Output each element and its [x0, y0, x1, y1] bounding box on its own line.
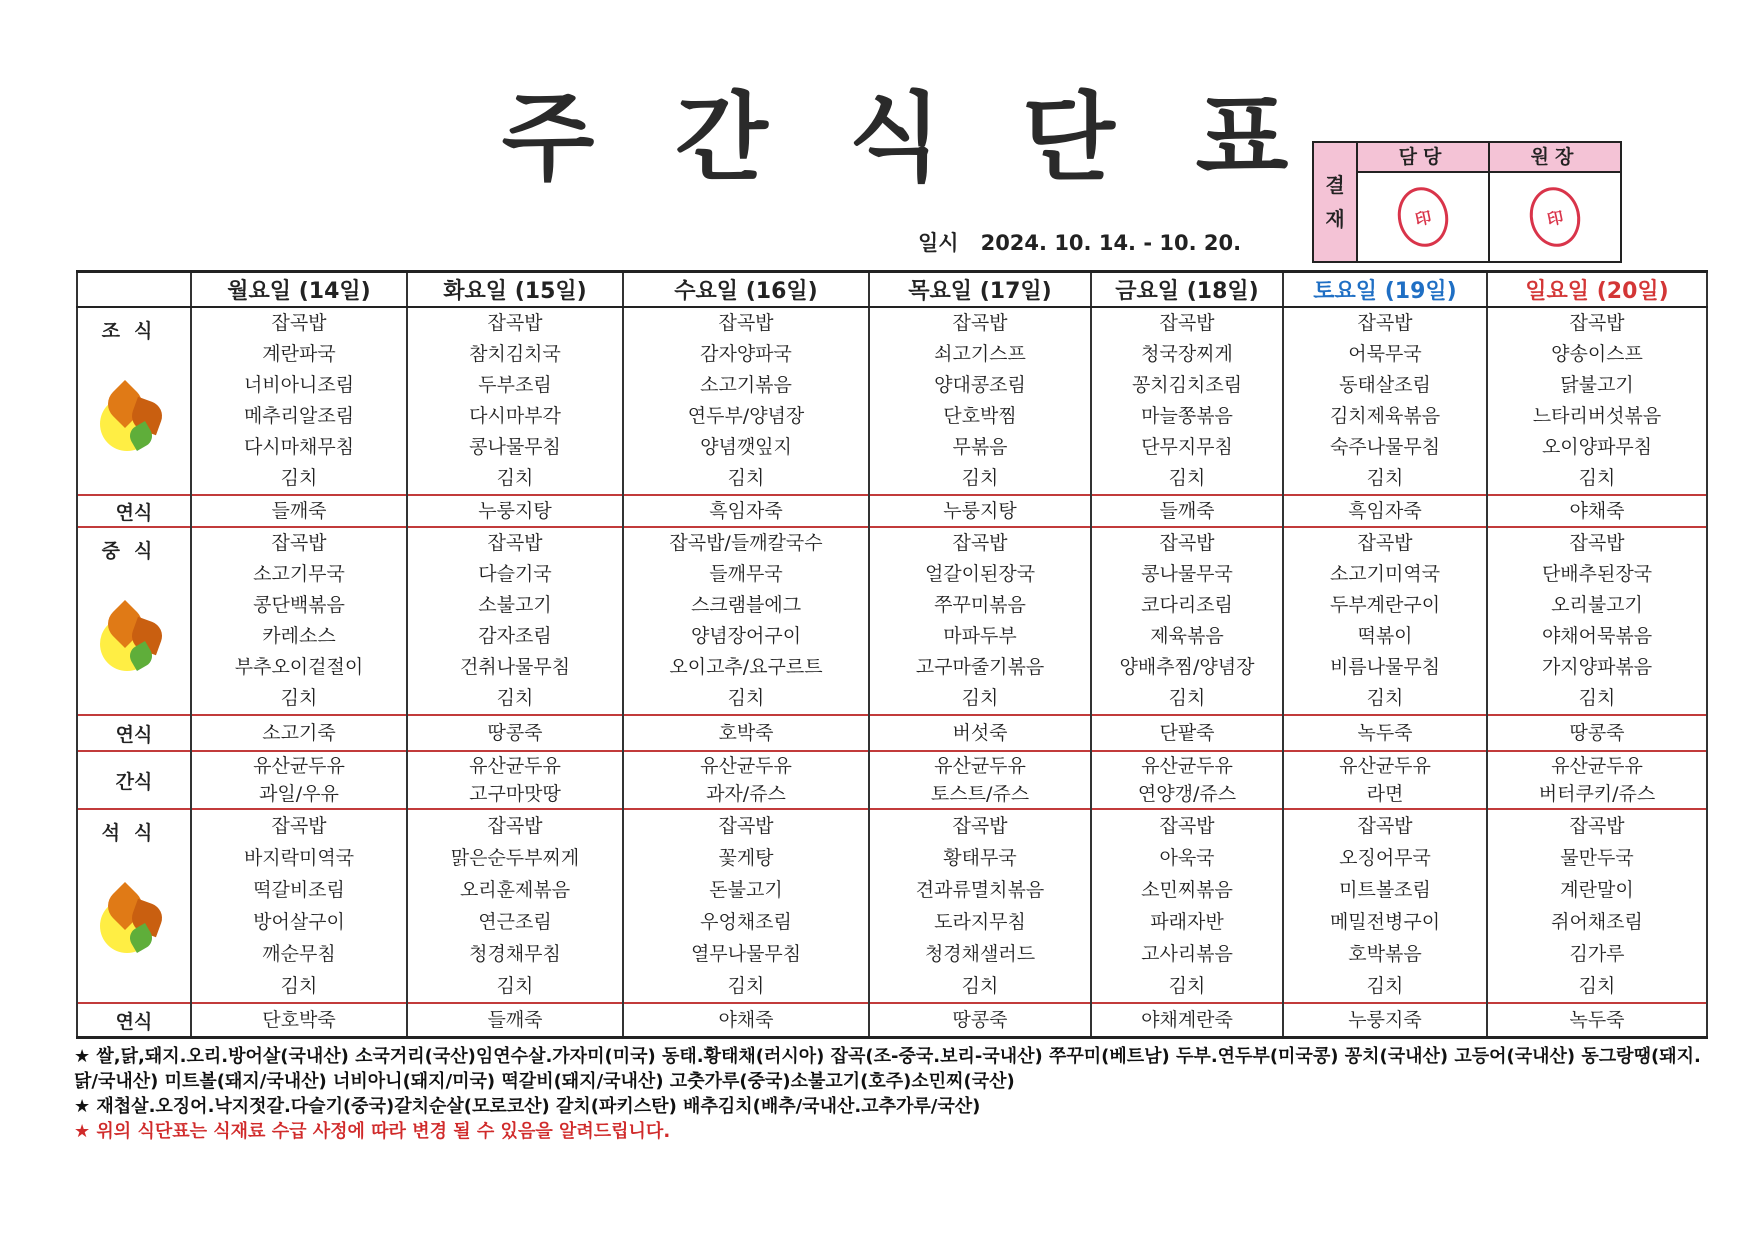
menu-item: 열무나물무침	[690, 943, 802, 965]
menu-item: 라면	[1366, 783, 1404, 805]
menu-item: 야채어묵볶음	[1541, 625, 1653, 647]
menu-item: 김치	[961, 467, 999, 489]
menu-item: 쥐어채조림	[1551, 911, 1643, 933]
date-label: 일시	[918, 231, 959, 255]
menu-cell	[1283, 1003, 1487, 1038]
stamp-icon: 印	[1524, 182, 1585, 251]
menu-item: 꽃게탕	[718, 847, 774, 869]
menu-item: 두부조림	[478, 374, 552, 396]
menu-cell	[191, 527, 407, 715]
menu-cell	[1091, 1003, 1283, 1038]
menu-item: 꽁치김치조림	[1131, 374, 1243, 396]
date-range: 2024. 10. 14. - 10. 20.	[980, 231, 1242, 255]
menu-item: 김치	[1578, 687, 1616, 709]
menu-item: 두부계란구이	[1329, 594, 1441, 616]
menu-item: 소고기볶음	[700, 374, 792, 396]
meal-row-dinner	[77, 809, 1707, 1003]
menu-item: 김치	[1168, 687, 1206, 709]
approval-col-director	[1490, 143, 1620, 261]
meal-label-text: 중식	[101, 540, 167, 562]
approval-label-char: 결	[1325, 173, 1345, 197]
approval-label-char: 재	[1325, 207, 1345, 231]
menu-cell	[1091, 715, 1283, 751]
meal-label-text: 연식	[115, 723, 153, 746]
menu-item: 유산균두유	[934, 755, 1026, 777]
meal-label-text: 석식	[101, 822, 167, 844]
approval-sign-manager	[1358, 173, 1488, 261]
meal-label	[77, 809, 191, 1003]
day-header: 일요일 (20일)	[1487, 272, 1707, 308]
menu-cell	[1487, 751, 1707, 809]
menu-cell	[407, 715, 623, 751]
menu-item: 청경채샐러드	[924, 943, 1036, 965]
menu-table	[76, 270, 1708, 1039]
menu-item: 카레소스	[262, 625, 336, 647]
menu-cell	[623, 715, 869, 751]
menu-item: 감자양파국	[700, 343, 792, 365]
menu-item: 단배추된장국	[1541, 563, 1653, 585]
menu-item: 김치	[1366, 975, 1404, 997]
menu-item: 참치김치국	[469, 343, 561, 365]
menu-item: 잡곡밥	[1159, 312, 1215, 334]
menu-item: 호박죽	[718, 722, 774, 744]
approval-label	[1314, 143, 1358, 261]
autumn-leaf-icon	[96, 381, 172, 451]
menu-cell	[1091, 307, 1283, 495]
menu-item: 양송이스프	[1551, 343, 1643, 365]
menu-item: 잡곡밥	[1357, 312, 1413, 334]
menu-item: 김치	[961, 975, 999, 997]
day-header: 화요일 (15일)	[407, 272, 623, 308]
menu-item: 잡곡밥	[952, 312, 1008, 334]
menu-item: 미트볼조림	[1339, 879, 1431, 901]
menu-item: 유산균두유	[469, 755, 561, 777]
menu-item: 김치	[727, 687, 765, 709]
meal-label	[77, 527, 191, 715]
day-header: 토요일 (19일)	[1283, 272, 1487, 308]
menu-cell	[1283, 495, 1487, 527]
menu-item: 잡곡밥	[487, 815, 543, 837]
menu-item: 부추오이겉절이	[234, 656, 364, 678]
menu-item: 코다리조림	[1141, 594, 1233, 616]
title-char: 식	[848, 82, 942, 194]
menu-item: 버섯죽	[952, 722, 1008, 744]
menu-item: 콩단백볶음	[253, 594, 345, 616]
menu-item: 김치	[496, 975, 534, 997]
approval-sign-director	[1490, 173, 1620, 261]
menu-cell	[1091, 751, 1283, 809]
menu-item: 오징어무국	[1339, 847, 1431, 869]
menu-item: 잡곡밥	[718, 312, 774, 334]
menu-item: 들깨죽	[271, 500, 327, 522]
menu-item: 방어살구이	[253, 911, 345, 933]
menu-item: 잡곡밥	[952, 815, 1008, 837]
stamp-icon: 印	[1392, 182, 1453, 251]
menu-item: 김가루	[1569, 943, 1625, 965]
menu-item: 깨순무침	[262, 943, 336, 965]
menu-item: 김치	[1366, 687, 1404, 709]
menu-item: 돈불고기	[709, 879, 783, 901]
menu-item: 잡곡밥	[1569, 815, 1625, 837]
menu-item: 어묵무국	[1348, 343, 1422, 365]
note-origin-1: ★ 쌀,닭,돼지.오리.방어살(국내산) 소국거리(국산)임연수살.가자미(미국) 동태.황태채(러시아) 잡곡(조-중국.보리-국내산) 쭈꾸미(베트남) 두부.연두부(미국콩) 꽁치(국내산) 고등어(국내산) 동그랑땡(돼지.닭/국내산) 미트볼(돼지/국내산) 너비아니(돼지/미국) 떡갈비(돼지/국내산) 고춧가루(중국)소불고기(호주)소민찌(국산)	[74, 1046, 1701, 1092]
title-char: 표	[1195, 82, 1289, 194]
menu-item: 무볶음	[952, 436, 1008, 458]
menu-item: 콩나물무국	[1141, 563, 1233, 585]
menu-item: 잡곡밥	[487, 312, 543, 334]
date-line	[918, 227, 1263, 257]
menu-item: 바지락미역국	[243, 847, 355, 869]
menu-cell	[1283, 527, 1487, 715]
meal-label-text: 간식	[115, 770, 153, 793]
approval-col-manager	[1358, 143, 1490, 261]
menu-cell	[407, 809, 623, 1003]
menu-item: 감자조림	[478, 625, 552, 647]
menu-cell	[191, 495, 407, 527]
menu-item: 단호박찜	[943, 405, 1017, 427]
menu-item: 떡갈비조림	[253, 879, 345, 901]
menu-cell	[191, 307, 407, 495]
menu-item: 비름나물무침	[1329, 656, 1441, 678]
menu-cell	[407, 1003, 623, 1038]
menu-cell	[1283, 809, 1487, 1003]
menu-cell	[1487, 495, 1707, 527]
menu-item: 잡곡밥	[1569, 532, 1625, 554]
menu-cell	[869, 715, 1091, 751]
title-char: 단	[1022, 82, 1115, 194]
menu-item: 김치	[961, 687, 999, 709]
approval-head-manager: 담당	[1358, 143, 1488, 173]
meal-label	[77, 751, 191, 809]
menu-item: 잡곡밥	[487, 532, 543, 554]
menu-item: 단호박죽	[262, 1009, 336, 1031]
menu-item: 고구마맛땅	[469, 783, 561, 805]
menu-item: 유산균두유	[1339, 755, 1431, 777]
menu-item: 다시마채무침	[243, 436, 355, 458]
menu-item: 메밀전병구이	[1329, 911, 1441, 933]
menu-item: 느타리버섯볶음	[1532, 405, 1662, 427]
day-header-row	[77, 272, 1707, 308]
menu-item: 과일/우유	[259, 783, 339, 805]
menu-item: 김치	[280, 975, 318, 997]
menu-item: 잡곡밥	[718, 815, 774, 837]
menu-item: 양배추찜/양념장	[1119, 656, 1255, 678]
menu-item: 제육볶음	[1150, 625, 1224, 647]
menu-item: 고사리볶음	[1141, 943, 1233, 965]
menu-item: 김치	[496, 467, 534, 489]
menu-item: 메추리알조림	[243, 405, 355, 427]
menu-item: 물만두국	[1560, 847, 1634, 869]
menu-cell	[1091, 809, 1283, 1003]
menu-item: 야채죽	[718, 1009, 774, 1031]
menu-cell	[1487, 715, 1707, 751]
approval-box	[1312, 141, 1622, 263]
note-origin-2: ★ 재첩살.오징어.낙지젓갈.다슬기(중국)갈치순살(모로코산) 갈치(파키스탄) 배추김치(배추/국내산.고추가루/국산)	[74, 1096, 981, 1117]
menu-item: 흑임자죽	[1348, 500, 1422, 522]
menu-item: 야채죽	[1569, 500, 1625, 522]
menu-item: 얼갈이된장국	[924, 563, 1036, 585]
menu-item: 김치	[280, 687, 318, 709]
menu-item: 양념깻잎지	[700, 436, 792, 458]
autumn-leaf-icon	[96, 601, 172, 671]
meal-label	[77, 715, 191, 751]
menu-item: 잡곡밥	[1569, 312, 1625, 334]
menu-item: 떡볶이	[1357, 625, 1413, 647]
menu-item: 김치	[1168, 975, 1206, 997]
meal-row-snack1	[77, 495, 1707, 527]
menu-item: 마늘쫑볶음	[1141, 405, 1233, 427]
menu-item: 잡곡밥/들깨칼국수	[669, 532, 823, 554]
menu-item: 콩나물무침	[469, 436, 561, 458]
menu-item: 잡곡밥	[271, 312, 327, 334]
meal-row-snack2	[77, 715, 1707, 751]
menu-item: 누룽지탕	[943, 500, 1017, 522]
menu-item: 아욱국	[1159, 847, 1215, 869]
menu-item: 오리불고기	[1551, 594, 1643, 616]
meal-label	[77, 495, 191, 527]
menu-cell	[407, 751, 623, 809]
menu-item: 건취나물무침	[459, 656, 571, 678]
menu-item: 쭈꾸미볶음	[934, 594, 1026, 616]
menu-item: 청국장찌게	[1141, 343, 1233, 365]
menu-item: 계란파국	[262, 343, 336, 365]
menu-item: 고구마줄기볶음	[915, 656, 1045, 678]
menu-item: 김치	[1168, 467, 1206, 489]
menu-item: 유산균두유	[1141, 755, 1233, 777]
menu-item: 과자/쥬스	[706, 783, 786, 805]
menu-cell	[407, 495, 623, 527]
menu-item: 가지양파볶음	[1541, 656, 1653, 678]
notes	[74, 1044, 1714, 1144]
menu-item: 마파두부	[943, 625, 1017, 647]
menu-cell	[1091, 495, 1283, 527]
menu-item: 오이양파무침	[1541, 436, 1653, 458]
menu-item: 단팥죽	[1159, 722, 1215, 744]
menu-cell	[1487, 1003, 1707, 1038]
menu-item: 잡곡밥	[1159, 815, 1215, 837]
menu-item: 쇠고기스프	[934, 343, 1026, 365]
meal-row-snack4	[77, 1003, 1707, 1038]
menu-cell	[191, 1003, 407, 1038]
menu-item: 들깨죽	[487, 1009, 543, 1031]
day-header: 금요일 (18일)	[1091, 272, 1283, 308]
menu-item: 김치	[280, 467, 318, 489]
menu-item: 우엉채조림	[700, 911, 792, 933]
menu-item: 너비아니조림	[243, 374, 355, 396]
menu-item: 잡곡밥	[1357, 532, 1413, 554]
title-char: 주	[501, 82, 595, 194]
menu-item: 다슬기국	[478, 563, 552, 585]
approval-head-director: 원장	[1490, 143, 1620, 173]
menu-item: 닭불고기	[1560, 374, 1634, 396]
menu-cell	[1283, 751, 1487, 809]
menu-item: 단무지무침	[1141, 436, 1233, 458]
meal-label-text: 조식	[101, 320, 167, 342]
menu-item: 파래자반	[1150, 911, 1224, 933]
menu-item: 소고기무국	[253, 563, 345, 585]
note-change-notice: ★ 위의 식단표는 식재료 수급 사정에 따라 변경 될 수 있음을 알려드립니다.	[74, 1121, 671, 1142]
menu-item: 다시마부각	[469, 405, 561, 427]
day-header: 목요일 (17일)	[869, 272, 1091, 308]
menu-item: 호박볶음	[1348, 943, 1422, 965]
menu-cell	[1091, 527, 1283, 715]
menu-item: 야채계란죽	[1141, 1009, 1233, 1031]
menu-item: 스크램블에그	[690, 594, 802, 616]
menu-item: 잡곡밥	[1357, 815, 1413, 837]
menu-item: 누룽지탕	[478, 500, 552, 522]
menu-item: 땅콩죽	[1569, 722, 1625, 744]
meal-label	[77, 1003, 191, 1038]
menu-item: 김치	[1578, 975, 1616, 997]
menu-item: 소불고기	[478, 594, 552, 616]
menu-item: 녹두죽	[1569, 1009, 1625, 1031]
menu-item: 연두부/양념장	[687, 405, 805, 427]
meal-row-snack3	[77, 751, 1707, 809]
menu-cell	[1487, 527, 1707, 715]
menu-item: 토스트/쥬스	[930, 783, 1030, 805]
menu-item: 유산균두유	[253, 755, 345, 777]
menu-cell	[191, 751, 407, 809]
meal-row-breakfast	[77, 307, 1707, 495]
menu-item: 견과류멸치볶음	[915, 879, 1045, 901]
menu-cell	[1283, 715, 1487, 751]
menu-cell	[407, 527, 623, 715]
meal-row-lunch	[77, 527, 1707, 715]
menu-item: 소고기죽	[262, 722, 336, 744]
menu-cell	[191, 809, 407, 1003]
menu-item: 오이고추/요구르트	[669, 656, 823, 678]
menu-item: 유산균두유	[700, 755, 792, 777]
menu-item: 들깨죽	[1159, 500, 1215, 522]
menu-item: 땅콩죽	[952, 1009, 1008, 1031]
corner-cell	[77, 272, 191, 308]
menu-item: 동태살조림	[1339, 374, 1431, 396]
menu-item: 잡곡밥	[1159, 532, 1215, 554]
menu-item: 땅콩죽	[487, 722, 543, 744]
menu-item: 잡곡밥	[952, 532, 1008, 554]
menu-cell	[623, 1003, 869, 1038]
menu-cell	[623, 751, 869, 809]
menu-item: 김치제육볶음	[1329, 405, 1441, 427]
meal-label	[77, 307, 191, 495]
menu-cell	[623, 527, 869, 715]
autumn-leaf-icon	[96, 883, 172, 953]
menu-item: 양념장어구이	[690, 625, 802, 647]
menu-cell	[623, 495, 869, 527]
menu-item: 연양갱/쥬스	[1137, 783, 1237, 805]
menu-cell	[623, 307, 869, 495]
menu-item: 김치	[1366, 467, 1404, 489]
menu-item: 김치	[496, 687, 534, 709]
menu-item: 소고기미역국	[1329, 563, 1441, 585]
menu-item: 잡곡밥	[271, 532, 327, 554]
menu-item: 버터쿠키/쥬스	[1538, 783, 1656, 805]
menu-cell	[623, 809, 869, 1003]
menu-cell	[1283, 307, 1487, 495]
menu-item: 김치	[727, 975, 765, 997]
meal-label-text: 연식	[115, 501, 153, 524]
menu-cell	[869, 809, 1091, 1003]
menu-item: 흑임자죽	[709, 500, 783, 522]
menu-cell	[1487, 307, 1707, 495]
menu-item: 계란말이	[1560, 879, 1634, 901]
menu-cell	[869, 751, 1091, 809]
menu-cell	[869, 527, 1091, 715]
menu-item: 도라지무침	[934, 911, 1026, 933]
menu-item: 누룽지죽	[1348, 1009, 1422, 1031]
menu-item: 김치	[727, 467, 765, 489]
menu-item: 유산균두유	[1551, 755, 1643, 777]
page-title	[500, 62, 1290, 199]
day-header: 월요일 (14일)	[191, 272, 407, 308]
menu-item: 맑은순두부찌게	[450, 847, 580, 869]
menu-item: 양대콩조림	[934, 374, 1026, 396]
menu-item: 오리훈제볶음	[459, 879, 571, 901]
menu-cell	[869, 1003, 1091, 1038]
menu-item: 소민찌볶음	[1141, 879, 1233, 901]
menu-item: 들깨무국	[709, 563, 783, 585]
title-char: 간	[675, 82, 768, 194]
meal-label-text: 연식	[115, 1010, 153, 1033]
menu-item: 청경채무침	[469, 943, 561, 965]
menu-cell	[869, 307, 1091, 495]
menu-cell	[1487, 809, 1707, 1003]
menu-item: 잡곡밥	[271, 815, 327, 837]
menu-item: 황태무국	[943, 847, 1017, 869]
day-header: 수요일 (16일)	[623, 272, 869, 308]
menu-cell	[407, 307, 623, 495]
menu-item: 연근조림	[478, 911, 552, 933]
menu-item: 숙주나물무침	[1329, 436, 1441, 458]
menu-cell	[869, 495, 1091, 527]
menu-cell	[191, 715, 407, 751]
menu-item: 녹두죽	[1357, 722, 1413, 744]
menu-item: 김치	[1578, 467, 1616, 489]
